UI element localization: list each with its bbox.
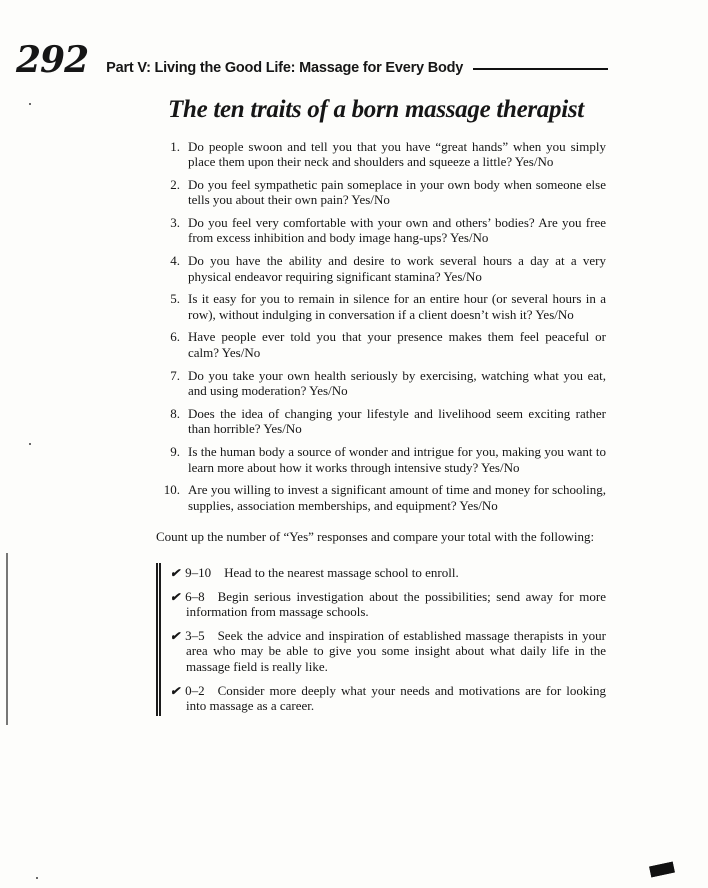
page-corner-mark bbox=[649, 862, 675, 878]
question-text: Do you have the ability and desire to work several hours a day at a very physical endeavor requiring significant stamina? Yes/No bbox=[188, 253, 606, 284]
question-number: 4. bbox=[170, 253, 180, 269]
result-item bbox=[170, 589, 606, 620]
question-item bbox=[156, 215, 606, 246]
page-number: 292 bbox=[16, 39, 89, 81]
result-range: 9–10 bbox=[185, 564, 212, 580]
result-range: 3–5 bbox=[185, 627, 205, 643]
question-item bbox=[156, 291, 606, 322]
result-text: Seek the advice and inspiration of established massage therapists in your area who may be able to give you some insight about what daily life in the massage field is really like. bbox=[186, 627, 606, 674]
checkmark-icon: ✔ bbox=[170, 683, 181, 698]
article-title: The ten traits of a born massage therapist bbox=[168, 96, 584, 123]
question-number: 1. bbox=[170, 138, 180, 154]
question-item bbox=[156, 253, 606, 284]
question-text: Is it easy for you to remain in silence for an entire hour (or several hours in a row), without indulging in conversation if a client doesn’t wish it? Yes/No bbox=[188, 291, 606, 322]
results-list bbox=[156, 563, 606, 716]
checkmark-icon: ✔ bbox=[170, 628, 181, 643]
result-item bbox=[170, 565, 606, 581]
question-text: Does the idea of changing your lifestyle and livelihood seem exciting rather than horrible? Yes/No bbox=[188, 405, 606, 437]
result-text: Consider more deeply what your needs and motivations are for looking into massage as a career. bbox=[186, 682, 606, 714]
scan-artifact-edge-line bbox=[6, 553, 8, 725]
result-range: 6–8 bbox=[185, 588, 205, 604]
result-text: Head to the nearest massage school to enroll. bbox=[224, 564, 459, 580]
question-number: 3. bbox=[170, 214, 180, 230]
count-paragraph: Count up the number of “Yes” responses and compare your total with the following: bbox=[156, 529, 595, 545]
question-list bbox=[156, 139, 606, 514]
checkmark-icon: ✔ bbox=[170, 589, 181, 604]
result-range: 0–2 bbox=[185, 682, 205, 698]
scan-artifact-dot bbox=[29, 443, 31, 445]
question-number: 2. bbox=[170, 176, 180, 192]
running-head bbox=[16, 39, 608, 81]
question-text: Do you feel very comfortable with your own and others’ bodies? Are you free from excess inhibition and body image hang-ups? Yes/No bbox=[188, 214, 606, 246]
question-item bbox=[156, 406, 606, 437]
question-text: Do people swoon and tell you that you have “great hands” when you simply place them upon their neck and shoulders and squeeze a little? Yes/No bbox=[188, 138, 606, 170]
article-content bbox=[156, 96, 606, 716]
question-item bbox=[156, 329, 606, 360]
question-text: Is the human body a source of wonder and intrigue for you, making you want to learn more about how it works through intensive study? Yes/No bbox=[188, 444, 606, 475]
question-text: Have people ever told you that your presence makes them feel peaceful or calm? Yes/No bbox=[188, 329, 606, 361]
question-text: Are you willing to invest a significant amount of time and money for schooling, supplies, association memberships, and equipment? Yes/No bbox=[188, 482, 606, 513]
question-number: 5. bbox=[170, 291, 180, 307]
question-item bbox=[156, 444, 606, 475]
question-item bbox=[156, 482, 606, 513]
question-number: 9. bbox=[170, 444, 180, 459]
question-item bbox=[156, 139, 606, 170]
question-text: Do you feel sympathetic pain someplace in your own body when someone else tells you about their own pain? Yes/No bbox=[188, 176, 606, 208]
result-item bbox=[170, 628, 606, 675]
question-number: 7. bbox=[170, 367, 180, 383]
result-text: Begin serious investigation about the possibilities; send away for more information from massage schools. bbox=[186, 588, 606, 620]
question-text: Do you take your own health seriously by exercising, watching what you eat, and using moderation? Yes/No bbox=[188, 367, 606, 399]
checkmark-icon: ✔ bbox=[170, 565, 181, 580]
question-number: 10. bbox=[163, 482, 180, 498]
chapter-header: Part V: Living the Good Life: Massage for Every Body bbox=[106, 60, 464, 76]
scan-artifact-dot bbox=[29, 103, 31, 105]
question-item bbox=[156, 177, 606, 208]
scan-artifact-dot bbox=[36, 877, 38, 879]
question-number: 6. bbox=[170, 329, 180, 345]
header-rule bbox=[473, 68, 608, 70]
question-item bbox=[156, 368, 606, 399]
question-number: 8. bbox=[170, 405, 180, 421]
result-item bbox=[170, 683, 606, 714]
